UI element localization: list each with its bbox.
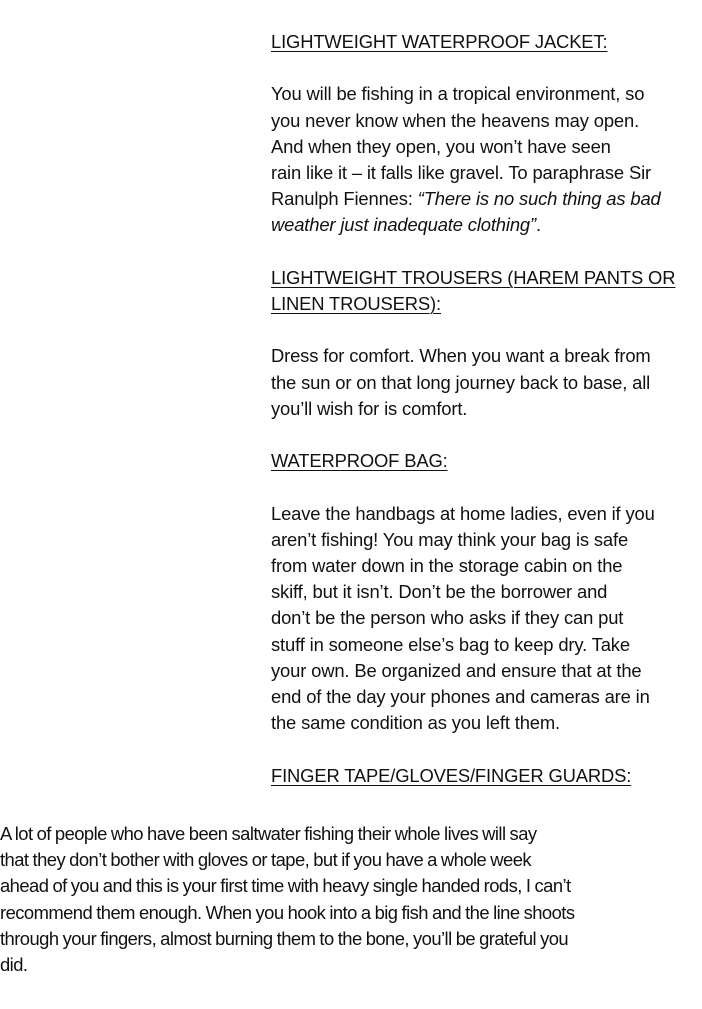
text-line: from water down in the storage cabin on the	[271, 554, 623, 576]
spacer	[271, 736, 702, 762]
text-line-with-quote	[271, 186, 702, 212]
spacer	[271, 239, 702, 265]
text-line: Dress for comfort. When you want a break from	[271, 345, 651, 367]
text-line: ahead of you and this is your first time with heavy single handed rods, I can’t	[0, 875, 571, 897]
text-line: that they don’t bother with gloves or tape, but if you have a whole week	[0, 849, 532, 871]
packing-list-column	[271, 29, 702, 789]
text-line: A lot of people who have been saltwater fishing their whole lives will say	[0, 823, 537, 844]
section-heading-trousers	[271, 265, 702, 317]
section-body-trousers	[271, 343, 702, 422]
text-line: your own. Be organized and ensure that at the	[271, 659, 642, 681]
text-line: recommend them enough. When you hook into a big fish and the line shoots	[0, 901, 575, 923]
section-heading-finger-tape: FINGER TAPE/GLOVES/FINGER GUARDS:	[271, 764, 632, 786]
section-body-jacket	[271, 81, 702, 238]
heading-line: LINEN TROUSERS):	[271, 293, 441, 314]
text-line: don’t be the person who asks if they can put	[271, 607, 624, 629]
text-line: And when they open, you won’t have seen	[271, 135, 611, 157]
section-heading-waterproof-bag: WATERPROOF BAG:	[271, 450, 448, 472]
text-line-with-quote	[271, 212, 702, 238]
spacer	[271, 474, 702, 500]
text-line: through your fingers, almost burning them to the bone, you’ll be grateful you	[0, 927, 569, 949]
text-line: rain like it – it falls like gravel. To paraphrase Sir	[271, 162, 651, 183]
spacer	[271, 55, 702, 81]
text-line: did.	[0, 954, 28, 976]
section-body-waterproof-bag	[271, 501, 702, 737]
text-line: You will be fishing in a tropical environment, so	[271, 83, 645, 105]
heading-line: LIGHTWEIGHT TROUSERS (HAREM PANTS OR	[271, 266, 676, 288]
spacer	[271, 422, 702, 448]
quote-suffix: .	[535, 214, 541, 236]
text-line: the sun or on that long journey back to base, all	[271, 371, 651, 393]
quote-text-part2: weather just inadequate clothing”	[271, 214, 536, 236]
text-line: aren’t fishing! You may think your bag is safe	[271, 528, 629, 550]
text-line: end of the day your phones and cameras are in	[271, 686, 650, 707]
section-body-finger-tape	[0, 821, 702, 978]
section-heading-jacket: LIGHTWEIGHT WATERPROOF JACKET:	[271, 31, 608, 52]
text-line: the same condition as you left them.	[271, 712, 561, 734]
text-line: Leave the handbags at home ladies, even if you	[271, 502, 655, 524]
quote-text-part1: “There is no such thing as bad	[417, 188, 661, 210]
text-line: you never know when the heavens may open.	[271, 109, 640, 131]
text-line: you’ll wish for is comfort.	[271, 397, 468, 419]
spacer	[271, 317, 702, 343]
text-line: stuff in someone else’s bag to keep dry. Take	[271, 633, 630, 655]
quote-attribution: Ranulph Fiennes:	[271, 188, 418, 210]
text-line: skiff, but it isn’t. Don’t be the borrower and	[271, 581, 608, 603]
